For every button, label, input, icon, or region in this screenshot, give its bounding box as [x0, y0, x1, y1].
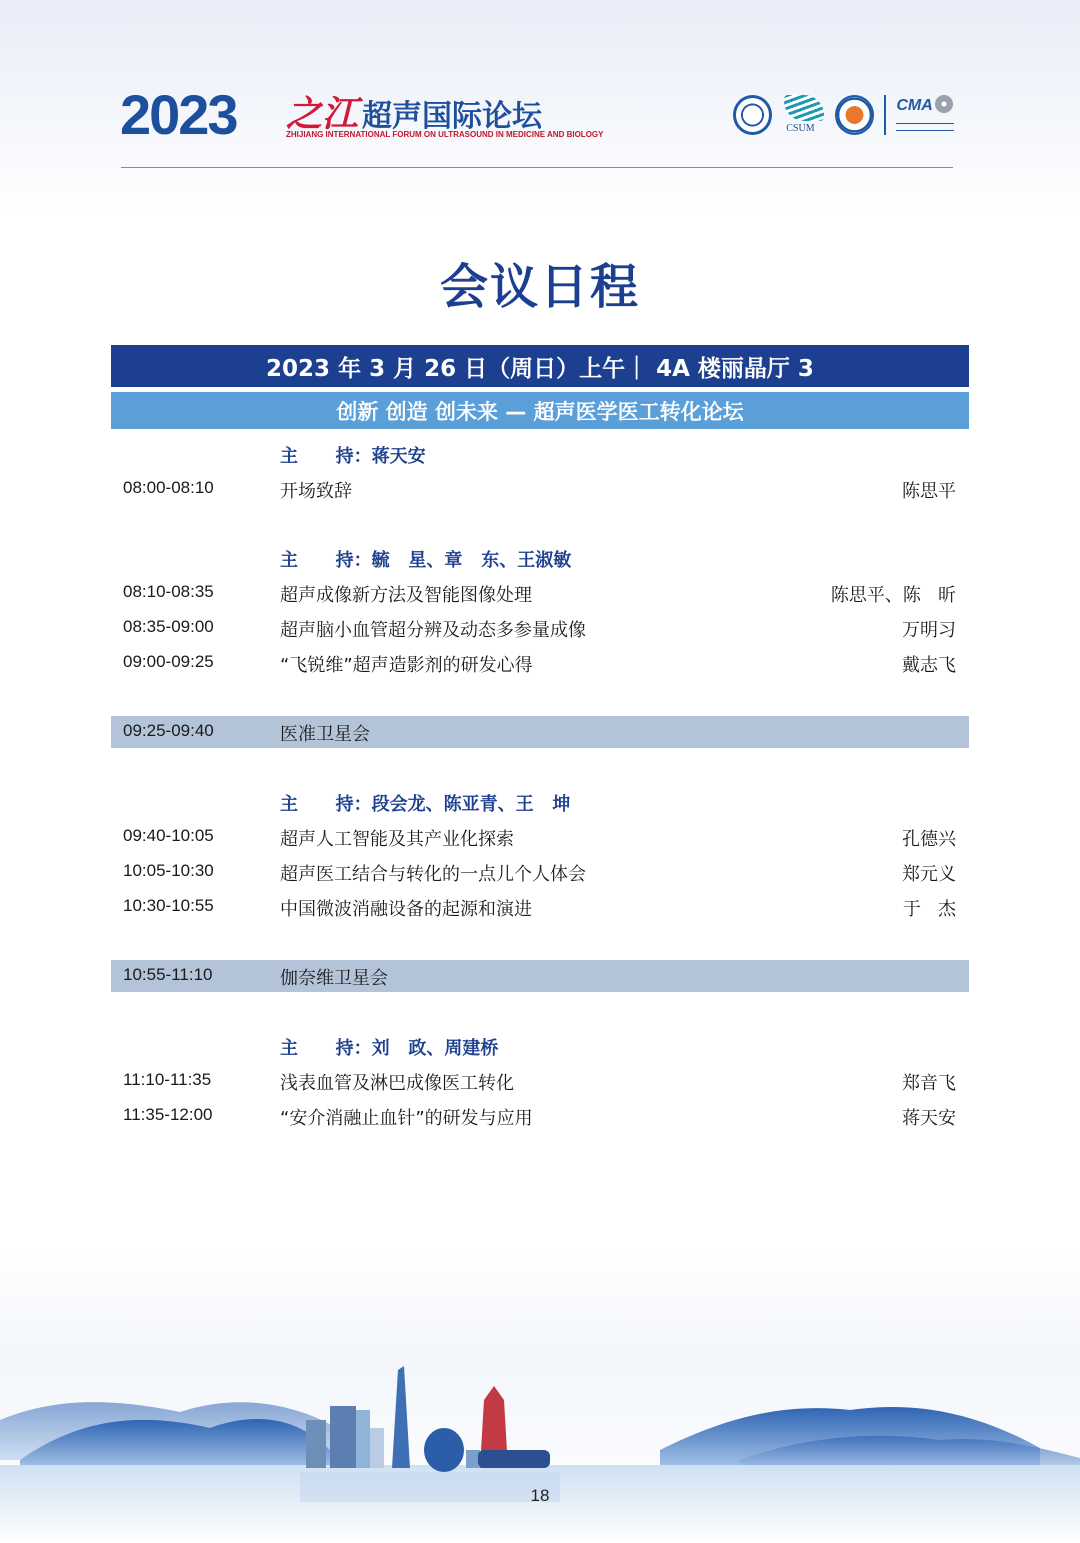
- row-speaker: 孔德兴: [902, 829, 956, 850]
- row-topic: 主 持：段会龙、陈亚青、王 坤: [280, 794, 571, 815]
- row-topic: 超声人工智能及其产业化探索: [280, 829, 514, 850]
- hangzhou-skyline-illustration: [0, 1300, 1080, 1543]
- logo-divider: [884, 95, 886, 135]
- schedule-row: [111, 856, 969, 888]
- schedule-row: [111, 786, 969, 818]
- row-topic: 中国微波消融设备的起源和演进: [280, 899, 532, 920]
- row-topic: 开场致辞: [280, 481, 352, 502]
- csum-logo-icon: [782, 93, 825, 137]
- society-logo-icon: [733, 95, 772, 135]
- row-speaker: 蒋天安: [902, 1108, 956, 1129]
- schedule-row: [111, 821, 969, 853]
- row-speaker: 郑元义: [902, 864, 956, 885]
- row-speaker: 于 杰: [902, 899, 956, 920]
- row-topic: 伽奈维卫星会: [280, 968, 388, 989]
- row-topic: 浅表血管及淋巴成像医工转化: [280, 1073, 514, 1094]
- schedule-row: [111, 577, 969, 609]
- row-topic: 超声医工结合与转化的一点儿个人体会: [280, 864, 586, 885]
- forum-bar: 创新 创造 创未来 — 超声医学医工转化论坛: [111, 392, 969, 429]
- session-bar: 2023 年 3 月 26 日（周日）上午｜ 4A 楼丽晶厅 3: [111, 345, 969, 387]
- brand-script: 之江: [286, 93, 359, 135]
- schedule-row: [111, 473, 969, 505]
- schedule-row: [111, 438, 969, 470]
- schedule-row: [111, 1065, 969, 1097]
- row-topic: 主 持：蒋天安: [280, 446, 426, 467]
- row-speaker: 陈思平: [902, 481, 956, 502]
- association-logo-icon: [835, 95, 874, 135]
- cma-logo-icon: [896, 93, 955, 137]
- row-speaker: 郑音飞: [902, 1073, 956, 1094]
- schedule-row: [111, 716, 969, 748]
- cma-logo-text: CMA: [896, 97, 933, 114]
- header-divider: [121, 167, 953, 168]
- row-time: 08:00-08:10: [123, 478, 214, 497]
- row-speaker: 万明习: [902, 620, 956, 641]
- row-time: 10:55-11:10: [123, 965, 213, 984]
- page-number: 18: [530, 1486, 550, 1505]
- row-time: 08:10-08:35: [123, 582, 214, 601]
- schedule-row: [111, 647, 969, 679]
- row-time: 09:00-09:25: [123, 652, 214, 671]
- row-time: 11:35-12:00: [123, 1105, 213, 1124]
- csum-logo-text: CSUM: [786, 123, 815, 134]
- row-time: 08:35-09:00: [123, 617, 214, 636]
- row-topic: 超声脑小血管超分辨及动态多参量成像: [280, 620, 586, 641]
- row-topic: “飞锐维”超声造影剂的研发心得: [280, 655, 533, 676]
- row-time: 10:30-10:55: [123, 896, 214, 915]
- schedule-row: [111, 542, 969, 574]
- row-topic: 主 持：刘 政、周建桥: [280, 1038, 499, 1059]
- brand-name: 超声国际论坛: [362, 99, 543, 134]
- row-topic: 主 持：毓 星、章 东、王淑敏: [280, 550, 572, 571]
- row-speaker: 陈思平、陈 昕: [830, 585, 956, 606]
- page-title: 会议日程: [439, 259, 640, 315]
- row-topic: 超声成像新方法及智能图像处理: [280, 585, 532, 606]
- brand-subtitle: ZHIJIANG INTERNATIONAL FORUM ON ULTRASOUND IN MEDICINE AND BIOLOGY: [286, 130, 604, 139]
- schedule-row: [111, 612, 969, 644]
- row-speaker: 戴志飞: [902, 655, 956, 676]
- row-time: 10:05-10:30: [123, 861, 214, 880]
- schedule-row: [111, 1030, 969, 1062]
- schedule-row: [111, 1100, 969, 1132]
- header-year: 2023: [120, 83, 237, 146]
- row-topic: 医准卫星会: [280, 724, 370, 745]
- partner-logos: [733, 92, 955, 138]
- row-time: 11:10-11:35: [123, 1070, 212, 1089]
- row-topic: “安介消融止血针”的研发与应用: [280, 1108, 533, 1129]
- schedule-row: [111, 891, 969, 923]
- row-time: 09:40-10:05: [123, 826, 214, 845]
- page-header: [0, 0, 1080, 170]
- schedule-row: [111, 960, 969, 992]
- row-time: 09:25-09:40: [123, 721, 214, 740]
